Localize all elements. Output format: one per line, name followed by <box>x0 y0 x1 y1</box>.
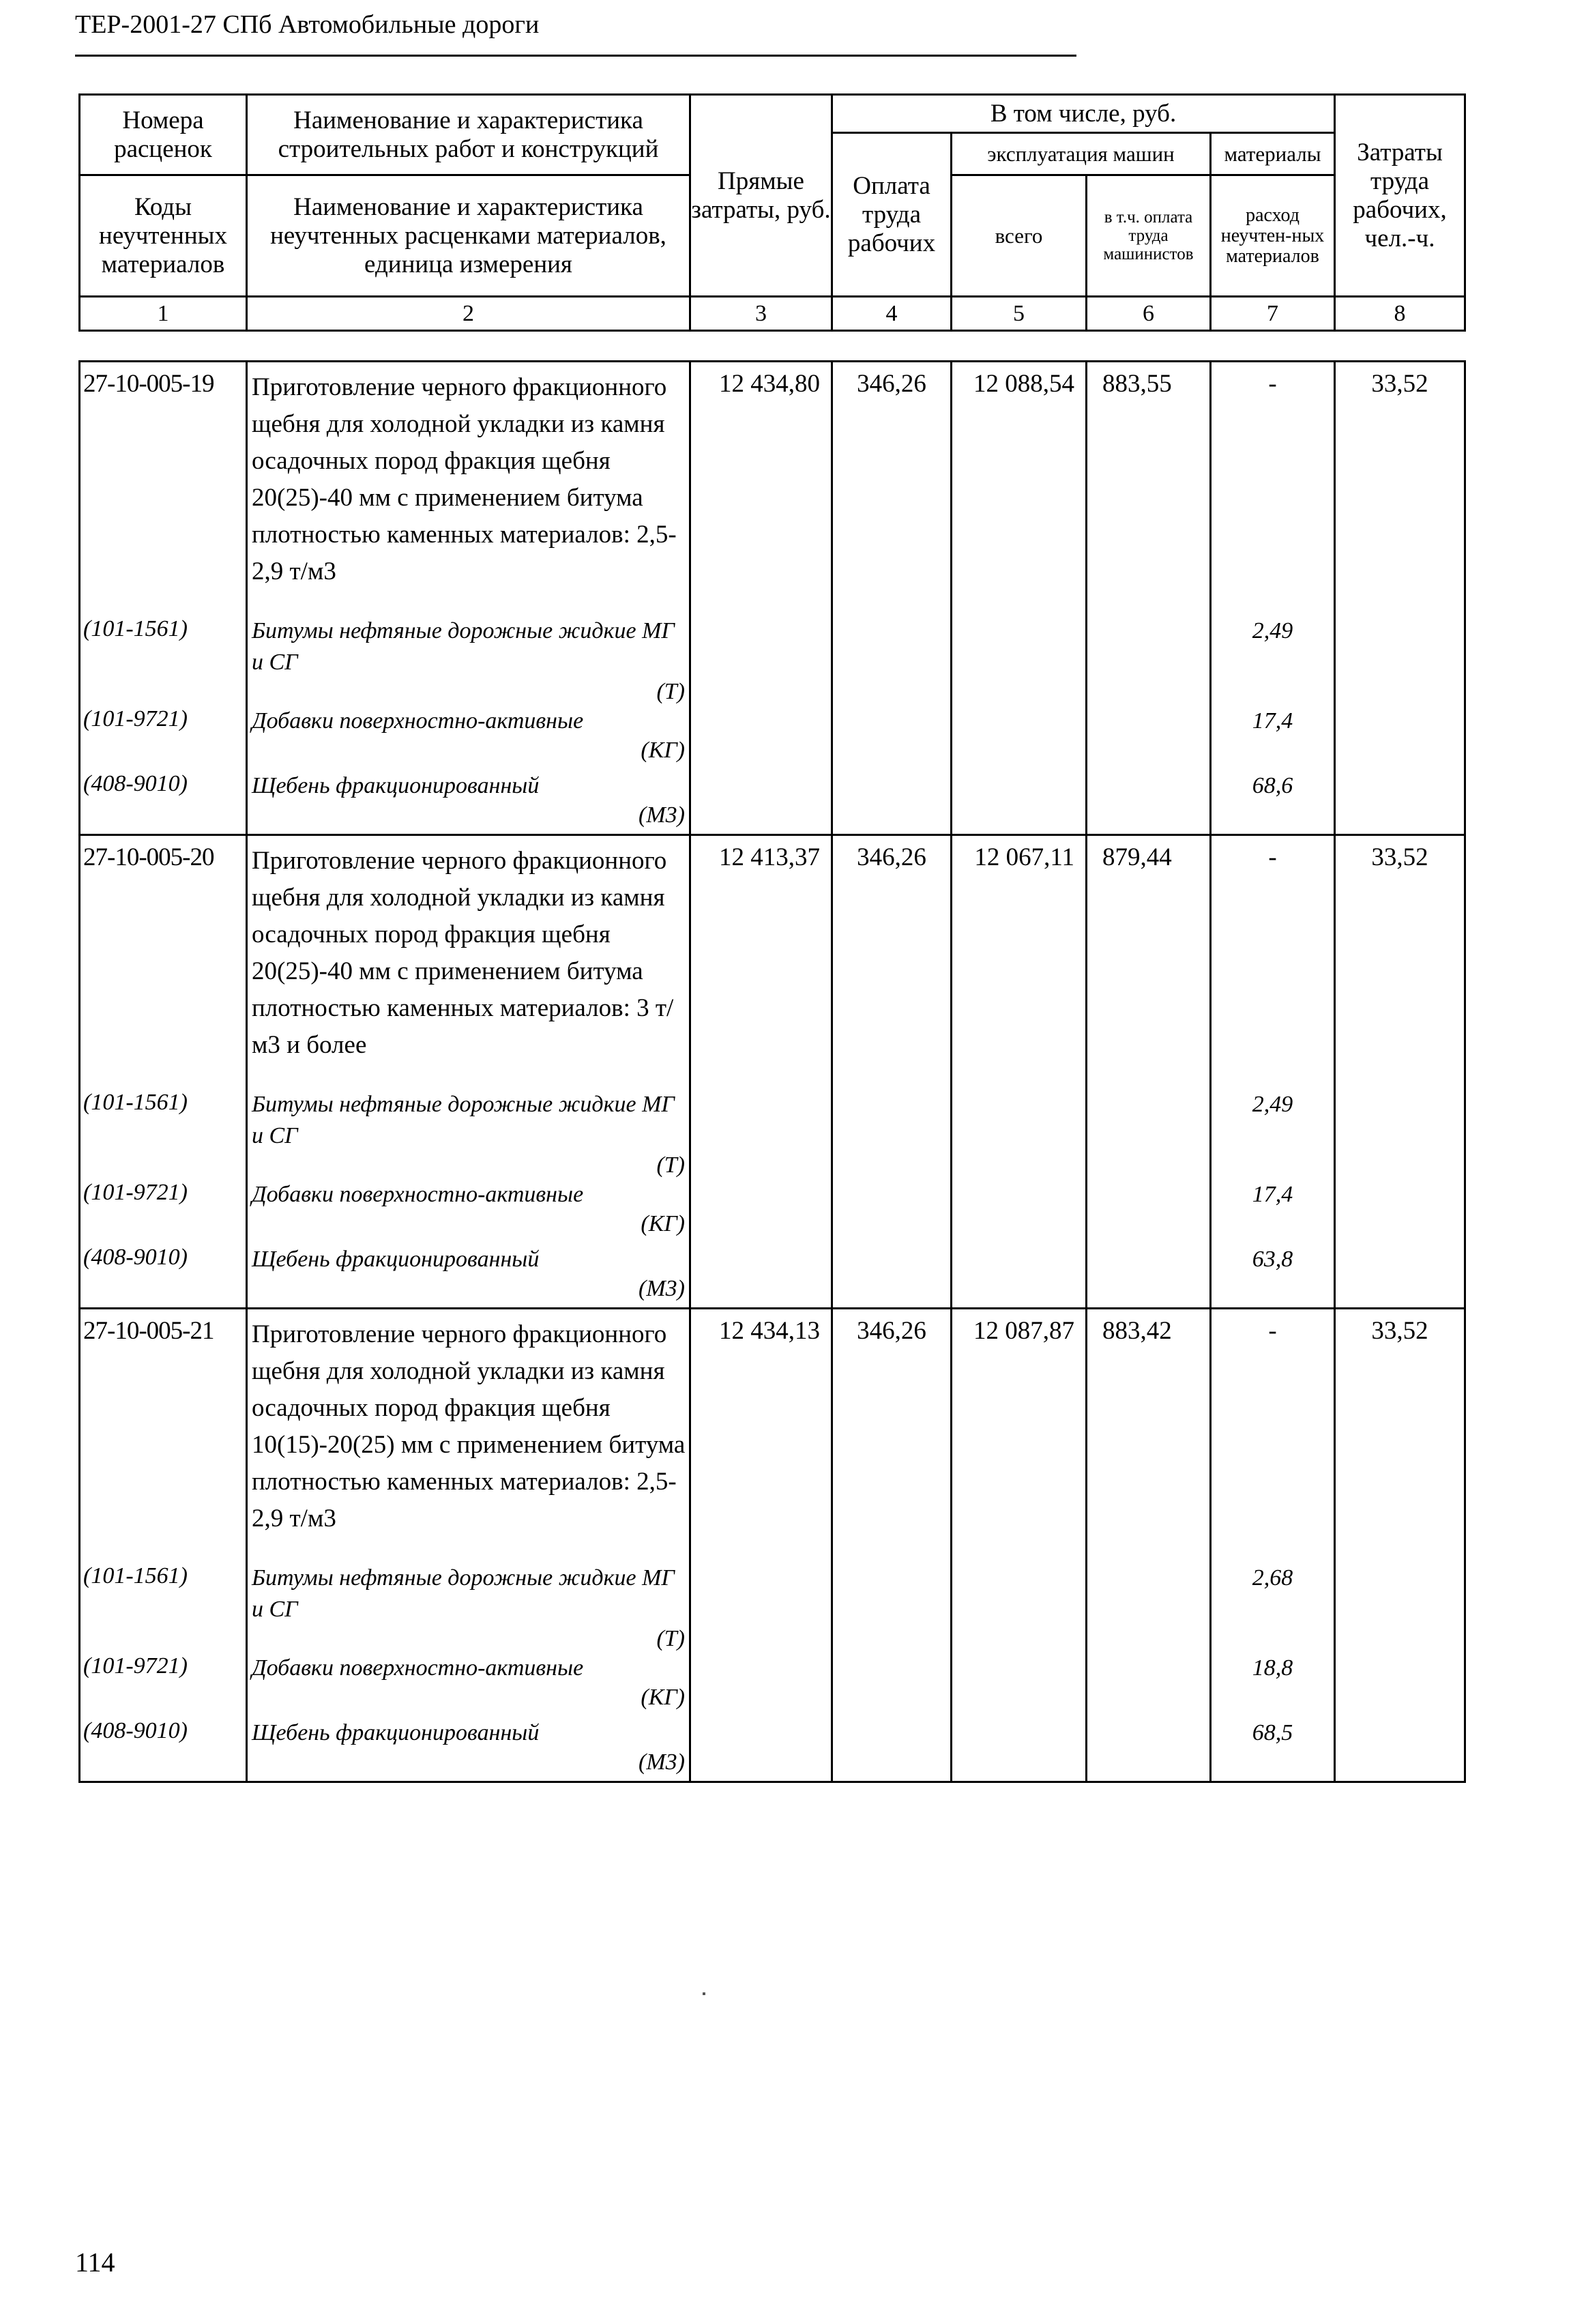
rate-description: Приготовление черного фракционного щебня для холодной укладки из камня осадочных пород фракция щебня 20(25)-40 мм с применением битума плотностью каменных материалов: 2,5-2,9 т/м3 <box>247 362 690 615</box>
material-name-cell <box>247 1089 690 1179</box>
direct-cost: 12 434,80 <box>690 362 832 615</box>
material-name: Щебень фракционированный <box>252 772 540 798</box>
material-name: Щебень фракционированный <box>252 1719 540 1745</box>
material-name-cell <box>247 1717 690 1782</box>
empty-cell <box>832 1244 952 1309</box>
column-number: 2 <box>247 297 690 331</box>
material-name-cell <box>247 1563 690 1653</box>
machine-total: 12 067,11 <box>952 835 1087 1089</box>
empty-cell <box>690 706 832 770</box>
machinist-pay: 879,44 <box>1087 835 1211 1089</box>
material-name: Добавки поверхностно-активные <box>252 1181 584 1207</box>
material-quantity: 17,4 <box>1211 1179 1335 1244</box>
rate-code: 27-10-005-19 <box>80 362 247 615</box>
material-quantity: 68,6 <box>1211 770 1335 835</box>
machinist-pay: 883,42 <box>1087 1309 1211 1563</box>
material-code: (101-9721) <box>80 706 247 770</box>
material-quantity: 63,8 <box>1211 1244 1335 1309</box>
column-number: 3 <box>690 297 832 331</box>
material-code: (408-9010) <box>80 770 247 835</box>
rate-description: Приготовление черного фракционного щебня для холодной укладки из камня осадочных пород фракция щебня 10(15)-20(25) мм с применением битума плотностью каменных материалов: 2,5-2,9 т/м3 <box>247 1309 690 1563</box>
empty-cell <box>952 615 1087 706</box>
rate-row <box>80 1309 1465 1563</box>
material-code: (101-1561) <box>80 615 247 706</box>
empty-cell <box>832 1089 952 1179</box>
rate-code: 27-10-005-20 <box>80 835 247 1089</box>
rate-code: 27-10-005-21 <box>80 1309 247 1563</box>
empty-cell <box>1335 1089 1465 1179</box>
header-direct-costs: Прямые затраты, руб. <box>690 95 832 297</box>
material-unit: (Т) <box>656 1152 685 1178</box>
material-unit: (КГ) <box>641 1210 685 1236</box>
material-row <box>80 1244 1465 1309</box>
direct-cost: 12 434,13 <box>690 1309 832 1563</box>
empty-cell <box>1335 615 1465 706</box>
material-name: Добавки поверхностно-активные <box>252 708 584 733</box>
empty-cell <box>690 1563 832 1653</box>
material-row <box>80 1717 1465 1782</box>
labor-hours: 33,52 <box>1335 1309 1465 1563</box>
header-including-group: В том числе, руб. <box>832 95 1335 133</box>
material-name-cell <box>247 706 690 770</box>
material-unit: (Т) <box>656 678 685 704</box>
empty-cell <box>1087 1244 1211 1309</box>
header-unaccounted-materials: расход неучтен-ных материалов <box>1211 175 1335 297</box>
column-number: 1 <box>80 297 247 331</box>
empty-cell <box>1335 1563 1465 1653</box>
material-unit: (КГ) <box>641 737 685 763</box>
material-row <box>80 1563 1465 1653</box>
direct-cost: 12 413,37 <box>690 835 832 1089</box>
material-row <box>80 1089 1465 1179</box>
empty-cell <box>1335 1179 1465 1244</box>
empty-cell <box>1335 1717 1465 1782</box>
header-material-codes: Коды неучтенных материалов <box>80 175 247 297</box>
material-row <box>80 706 1465 770</box>
empty-cell <box>832 1563 952 1653</box>
empty-cell <box>1335 770 1465 835</box>
empty-cell <box>690 1653 832 1717</box>
empty-cell <box>1087 615 1211 706</box>
material-name-cell <box>247 615 690 706</box>
rate-description: Приготовление черного фракционного щебня для холодной укладки из камня осадочных пород фракция щебня 20(25)-40 мм с применением битума плотностью каменных материалов: 3 т/м3 и более <box>247 835 690 1089</box>
empty-cell <box>952 1563 1087 1653</box>
material-row <box>80 1179 1465 1244</box>
material-code: (101-1561) <box>80 1563 247 1653</box>
material-row <box>80 1653 1465 1717</box>
empty-cell <box>690 1717 832 1782</box>
empty-cell <box>952 1089 1087 1179</box>
empty-cell <box>832 615 952 706</box>
empty-cell <box>1335 1653 1465 1717</box>
material-name-cell <box>247 770 690 835</box>
empty-cell <box>1087 1563 1211 1653</box>
header-labor-pay: Оплата труда рабочих <box>832 133 952 297</box>
rate-row <box>80 835 1465 1089</box>
empty-cell <box>952 1244 1087 1309</box>
empty-cell <box>1087 1089 1211 1179</box>
materials-cost: - <box>1211 1309 1335 1563</box>
empty-cell <box>690 1089 832 1179</box>
column-number: 8 <box>1335 297 1465 331</box>
header-materials: материалы <box>1211 133 1335 175</box>
labor-hours: 33,52 <box>1335 835 1465 1089</box>
header-machinist-pay: в т.ч. оплата труда машинистов <box>1087 175 1211 297</box>
empty-cell <box>1087 1653 1211 1717</box>
empty-cell <box>690 1244 832 1309</box>
material-code: (101-1561) <box>80 1089 247 1179</box>
material-row <box>80 615 1465 706</box>
empty-cell <box>952 1717 1087 1782</box>
rate-row <box>80 362 1465 615</box>
material-code: (101-9721) <box>80 1653 247 1717</box>
material-code: (101-9721) <box>80 1179 247 1244</box>
empty-cell <box>690 1179 832 1244</box>
empty-cell <box>832 1717 952 1782</box>
column-number: 4 <box>832 297 952 331</box>
material-name-cell <box>247 1244 690 1309</box>
material-name: Битумы нефтяные дорожные жидкие МГ и СГ <box>252 1565 675 1622</box>
machinist-pay: 883,55 <box>1087 362 1211 615</box>
empty-cell <box>832 1653 952 1717</box>
material-name: Битумы нефтяные дорожные жидкие МГ и СГ <box>252 1091 675 1148</box>
empty-cell <box>690 615 832 706</box>
material-quantity: 68,5 <box>1211 1717 1335 1782</box>
empty-cell <box>690 770 832 835</box>
labor-pay: 346,26 <box>832 835 952 1089</box>
material-unit: (М3) <box>638 802 685 828</box>
material-code: (408-9010) <box>80 1244 247 1309</box>
machine-total: 12 087,87 <box>952 1309 1087 1563</box>
empty-cell <box>832 1179 952 1244</box>
material-quantity: 18,8 <box>1211 1653 1335 1717</box>
empty-cell <box>1087 1717 1211 1782</box>
material-quantity: 2,49 <box>1211 1089 1335 1179</box>
empty-cell <box>1087 706 1211 770</box>
labor-pay: 346,26 <box>832 362 952 615</box>
empty-cell <box>952 770 1087 835</box>
labor-pay: 346,26 <box>832 1309 952 1563</box>
material-unit: (М3) <box>638 1275 685 1301</box>
scan-speck <box>703 1992 705 1995</box>
material-quantity: 2,68 <box>1211 1563 1335 1653</box>
material-unit: (КГ) <box>641 1684 685 1710</box>
labor-hours: 33,52 <box>1335 362 1465 615</box>
header-work-name: Наименование и характеристика строительных работ и конструкций <box>247 95 690 175</box>
header-material-names: Наименование и характеристика неучтенных расценками материалов, единица измерения <box>247 175 690 297</box>
material-quantity: 17,4 <box>1211 706 1335 770</box>
material-quantity: 2,49 <box>1211 615 1335 706</box>
empty-cell <box>1087 770 1211 835</box>
empty-cell <box>832 770 952 835</box>
header-labor-hours: Затраты труда рабочих, чел.-ч. <box>1335 95 1465 297</box>
rates-table <box>78 360 1466 1783</box>
column-number: 7 <box>1211 297 1335 331</box>
header-machine-operation: эксплуатация машин <box>952 133 1211 175</box>
empty-cell <box>1087 1179 1211 1244</box>
column-number: 5 <box>952 297 1087 331</box>
column-number: 6 <box>1087 297 1211 331</box>
empty-cell <box>1335 1244 1465 1309</box>
empty-cell <box>952 706 1087 770</box>
material-name-cell <box>247 1179 690 1244</box>
material-unit: (М3) <box>638 1749 685 1775</box>
document-title: ТЕР-2001-27 СПб Автомобильные дороги <box>75 10 540 39</box>
machine-total: 12 088,54 <box>952 362 1087 615</box>
header-table <box>78 93 1466 332</box>
empty-cell <box>952 1179 1087 1244</box>
material-name: Битумы нефтяные дорожные жидкие МГ и СГ <box>252 618 675 675</box>
material-name: Добавки поверхностно-активные <box>252 1655 584 1681</box>
empty-cell <box>832 706 952 770</box>
material-name-cell <box>247 1653 690 1717</box>
title-underline <box>75 55 1076 57</box>
material-unit: (Т) <box>656 1625 685 1651</box>
material-row <box>80 770 1465 835</box>
page-number: 114 <box>75 2247 115 2278</box>
materials-cost: - <box>1211 362 1335 615</box>
header-machine-total: всего <box>952 175 1087 297</box>
materials-cost: - <box>1211 835 1335 1089</box>
empty-cell <box>952 1653 1087 1717</box>
header-rate-numbers: Номера расценок <box>80 95 247 175</box>
material-code: (408-9010) <box>80 1717 247 1782</box>
material-name: Щебень фракционированный <box>252 1246 540 1272</box>
empty-cell <box>1335 706 1465 770</box>
